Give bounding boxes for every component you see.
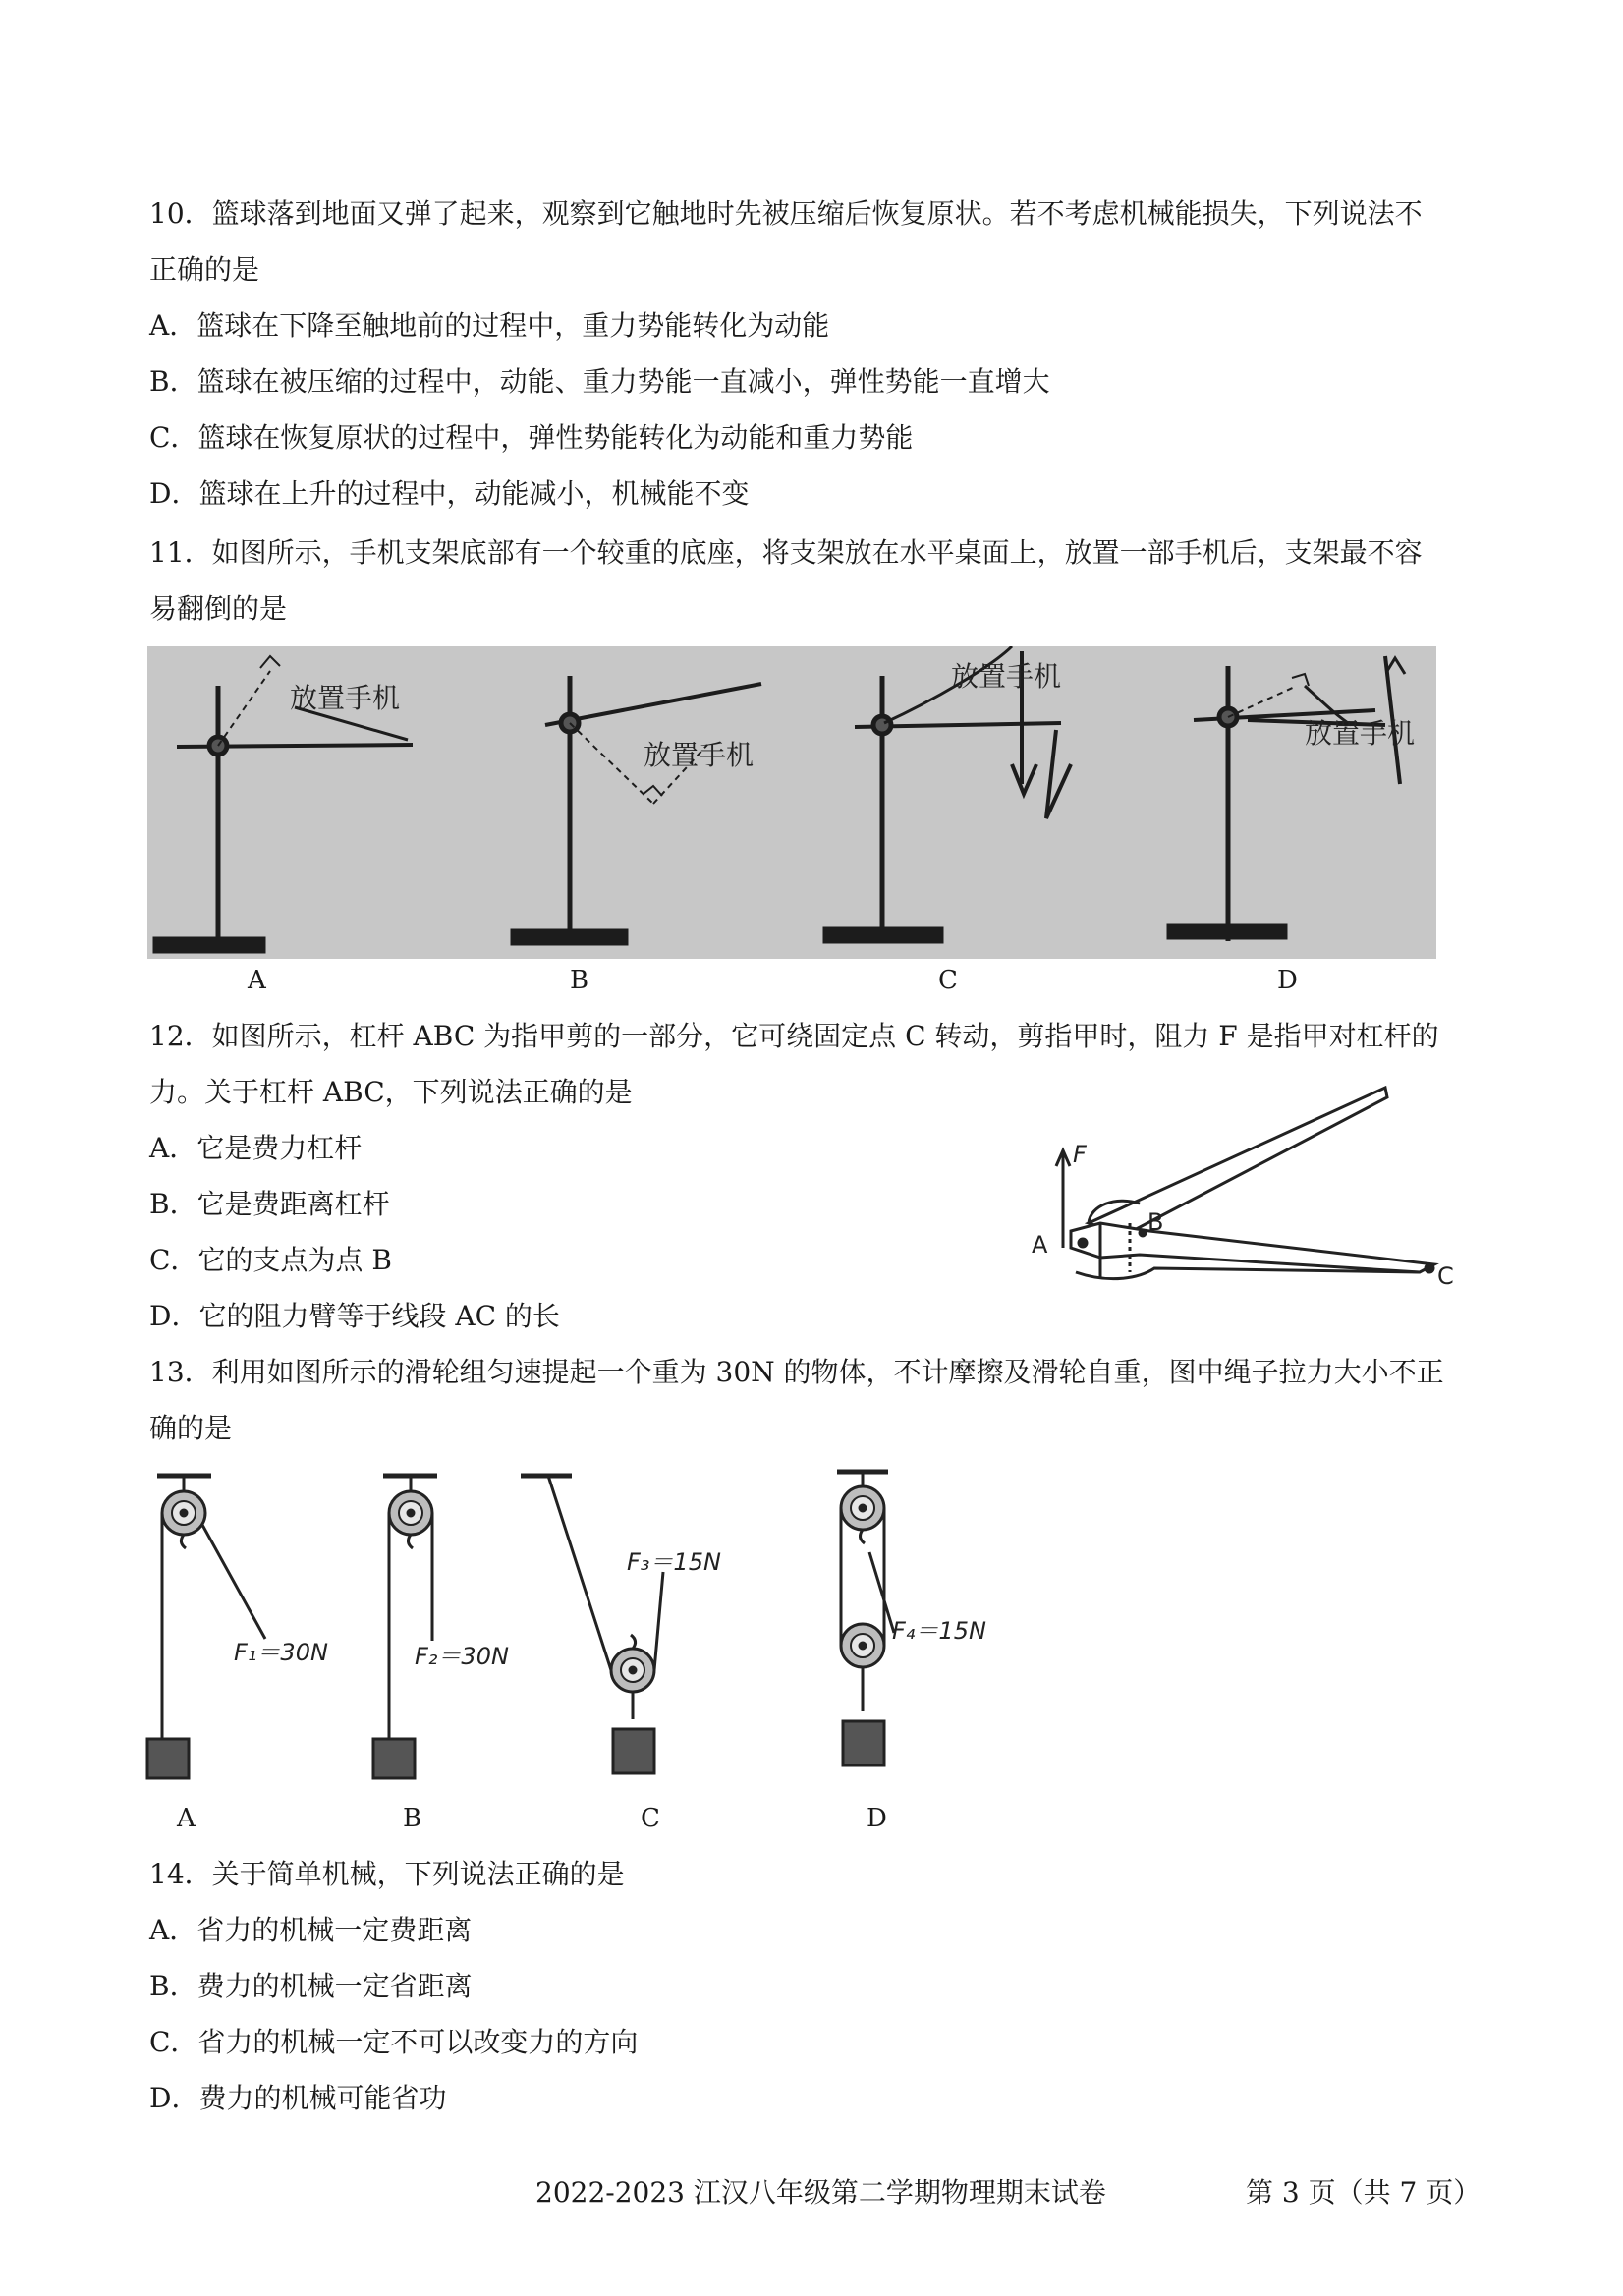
q10-stem-line1: 10．篮球落到地面又弹了起来，观察到它触地时先被压缩后恢复原状。若不考虑机械能损失，下列说法不	[149, 197, 1423, 230]
q13-stem-line2: 确的是	[149, 1412, 233, 1444]
q12-option-d: D．它的阻力臂等于线段 AC 的长	[149, 1300, 560, 1332]
q11-phone-label-d: 放置手机	[1305, 717, 1416, 750]
q11-stem-line1: 11．如图所示，手机支架底部有一个较重的底座，将支架放在水平桌面上，放置一部手机后，支架最不容	[149, 536, 1423, 569]
force-label-d: F₄＝15N	[892, 1617, 986, 1645]
label-f: F	[1073, 1141, 1087, 1168]
q11-figure	[147, 646, 1436, 959]
q14-stem: 14．关于简单机械，下列说法正确的是	[149, 1858, 625, 1890]
q12-option-c: C．它的支点为点 B	[149, 1244, 392, 1276]
label-b: B	[1147, 1208, 1164, 1236]
q11-phone-label-a: 放置手机	[290, 682, 401, 714]
q10-option-a: A．篮球在下降至触地前的过程中，重力势能转化为动能	[149, 309, 830, 342]
q10-stem-line2: 正确的是	[149, 253, 260, 286]
q13-caption-d: D	[867, 1804, 887, 1833]
q14-option-a: A．省力的机械一定费距离	[149, 1914, 473, 1946]
q10-option-d: D．篮球在上升的过程中，动能减小，机械能不变	[149, 477, 750, 510]
q11-caption-b: B	[570, 966, 589, 995]
q12-stem-line1: 12．如图所示，杠杆 ABC 为指甲剪的一部分，它可绕固定点 C 转动，剪指甲时，阻力 F 是指甲对杠杆的	[149, 1020, 1439, 1052]
q12-nail-clipper-figure	[1032, 1076, 1474, 1307]
q14-option-c: C．省力的机械一定不可以改变力的方向	[149, 2026, 639, 2058]
q12-option-a: A．它是费力杠杆	[149, 1132, 363, 1164]
label-a: A	[1032, 1231, 1048, 1259]
pulley-system-b	[373, 1476, 437, 1778]
q13-caption-b: B	[403, 1804, 422, 1833]
label-c: C	[1437, 1262, 1454, 1290]
force-label-b: F₂＝30N	[415, 1643, 509, 1670]
footer-title: 2022-2023 江汉八年级第二学期物理期末试卷	[535, 2176, 1106, 2209]
q12-option-b: B．它是费距离杠杆	[149, 1188, 390, 1220]
pulley-system-d	[837, 1472, 894, 1765]
q11-phone-label-b: 放置手机	[644, 739, 755, 771]
q11-stem-line2: 易翻倒的是	[149, 592, 288, 625]
q13-stem-line1: 13．利用如图所示的滑轮组匀速提起一个重为 30N 的物体，不计摩擦及滑轮自重，图中绳子拉力大小不正	[149, 1356, 1444, 1388]
q11-caption-d: D	[1277, 966, 1298, 995]
q10-option-b: B．篮球在被压缩的过程中，动能、重力势能一直减小，弹性势能一直增大	[149, 365, 1050, 398]
force-label-c: F₃＝15N	[627, 1548, 721, 1576]
q11-caption-a: A	[248, 966, 266, 995]
force-label-a: F₁＝30N	[234, 1639, 328, 1666]
q12-stem-line2: 力。关于杠杆 ABC，下列说法正确的是	[149, 1076, 633, 1108]
q13-pulley-figure	[138, 1464, 1022, 1788]
q14-option-b: B．费力的机械一定省距离	[149, 1970, 473, 2002]
q14-option-d: D．费力的机械可能省功	[149, 2082, 447, 2114]
q11-phone-label-c: 放置手机	[951, 660, 1062, 693]
q10-option-c: C．篮球在恢复原状的过程中，弹性势能转化为动能和重力势能	[149, 421, 914, 454]
pulley-system-c	[521, 1476, 663, 1773]
q13-caption-c: C	[641, 1804, 660, 1833]
pulley-system-a	[147, 1476, 265, 1778]
q13-caption-a: A	[177, 1804, 196, 1833]
q11-caption-c: C	[938, 966, 958, 995]
footer-page-number: 第 3 页（共 7 页）	[1246, 2176, 1482, 2209]
